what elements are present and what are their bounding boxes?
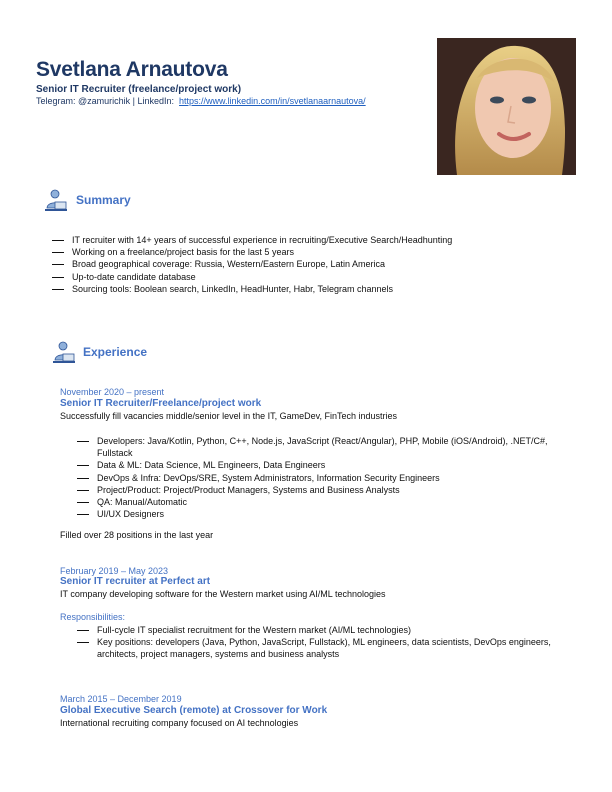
job-note: Filled over 28 positions in the last year bbox=[60, 530, 214, 540]
headline: Senior IT Recruiter (freelance/project work) bbox=[36, 84, 242, 95]
list-item: IT recruiter with 14+ years of successful experience in recruiting/Executive Search/Headhunting bbox=[52, 234, 452, 246]
list-item: QA: Manual/Automatic bbox=[77, 496, 567, 508]
list-item: Key positions: developers (Java, Python, JavaScript, Fullstack), ML engineers, data scientists, DevOps engineers, architects, project managers, systems and business analysts bbox=[77, 636, 569, 660]
list-item: Project/Product: Project/Product Managers, Systems and Business Analysts bbox=[77, 484, 567, 496]
person-laptop-icon bbox=[52, 340, 76, 364]
candidate-name: Svetlana Arnautova bbox=[36, 58, 228, 81]
job-dates: March 2015 – December 2019 bbox=[60, 694, 182, 704]
job-description: International recruiting company focused on AI technologies bbox=[60, 718, 299, 728]
job-role: Global Executive Search (remote) at Crossover for Work bbox=[60, 705, 328, 716]
summary-title: Summary bbox=[76, 193, 131, 207]
list-item: Sourcing tools: Boolean search, LinkedIn, HeadHunter, Habr, Telegram channels bbox=[52, 283, 452, 295]
summary-section-header bbox=[44, 188, 131, 212]
list-item: Data & ML: Data Science, ML Engineers, Data Engineers bbox=[77, 459, 567, 471]
job-skills-list bbox=[77, 435, 567, 520]
list-item: Developers: Java/Kotlin, Python, C++, Node.js, JavaScript (React/Angular), PHP, Mobile (iOS/Android), .NET/C#, Fullstack bbox=[77, 435, 567, 459]
list-item: Full-cycle IT specialist recruitment for the Western market (AI/ML technologies) bbox=[77, 624, 569, 636]
responsibilities-list bbox=[77, 624, 569, 661]
job-role: Senior IT Recruiter/Freelance/project work bbox=[60, 398, 262, 409]
responsibilities-label: Responsibilities: bbox=[60, 612, 126, 622]
profile-photo-art bbox=[437, 38, 576, 175]
job-dates: November 2020 – present bbox=[60, 387, 165, 397]
list-item: UI/UX Designers bbox=[77, 508, 567, 520]
job-dates: February 2019 – May 2023 bbox=[60, 566, 169, 576]
list-item: Broad geographical coverage: Russia, Western/Eastern Europe, Latin America bbox=[52, 258, 452, 270]
job-role: Senior IT recruiter at Perfect art bbox=[60, 576, 211, 587]
profile-photo bbox=[437, 38, 576, 175]
list-item: DevOps & Infra: DevOps/SRE, System Administrators, Information Security Engineers bbox=[77, 472, 567, 484]
linkedin-link[interactable]: https://www.linkedin.com/in/svetlanaarnautova/ bbox=[179, 96, 366, 106]
list-item: Up-to-date candidate database bbox=[52, 271, 452, 283]
contacts-prefix: Telegram: @zamurichik | LinkedIn: bbox=[36, 96, 175, 106]
job-description: IT company developing software for the Western market using AI/ML technologies bbox=[60, 589, 386, 599]
list-item: Working on a freelance/project basis for the last 5 years bbox=[52, 246, 452, 258]
experience-section-header bbox=[52, 340, 147, 364]
summary-list bbox=[52, 234, 452, 295]
experience-title: Experience bbox=[83, 345, 148, 359]
person-laptop-icon bbox=[44, 188, 68, 212]
job-description: Successfully fill vacancies middle/senior level in the IT, GameDev, FinTech industries bbox=[60, 411, 397, 421]
contacts-line bbox=[36, 96, 366, 106]
